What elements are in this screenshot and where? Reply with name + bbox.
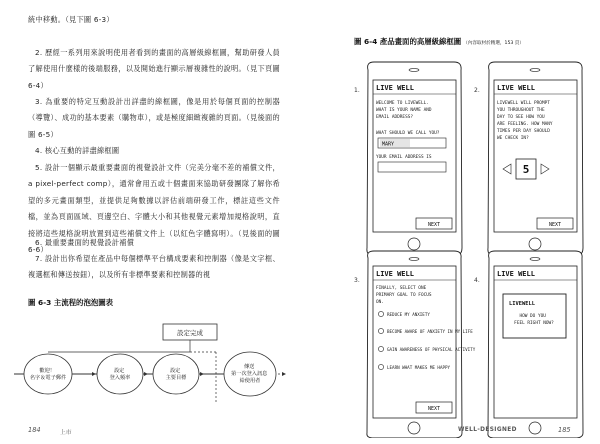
phone-copy-line: WHAT IS YOUR NAME AND: [376, 108, 432, 113]
bubble-node-line: 第一次登入訊息: [231, 371, 268, 377]
app-title: LIVE WELL: [497, 270, 535, 278]
paragraph: 6. 最重要畫面的視覺設計補償: [35, 238, 135, 247]
paragraph: 4. 核心互動的詳盡線框圖: [35, 146, 120, 155]
radio-option-label: REDUCE MY ANXIETY: [387, 312, 430, 317]
paragraph: 2. 歷經一系列用來說明使用者看到的畫面的高層級線框圖，幫助研發人員了解使用什麼樣的後端服務，以及開始進行顯示層複雜性的說明。（見下頁圖 6-4）: [28, 48, 280, 90]
radio-option[interactable]: [378, 311, 383, 316]
wireframe-phone-4: [474, 251, 583, 438]
radio-option-label: BECOME AWARE OF ANXIETY IN MY LIFE: [387, 329, 473, 334]
phone-copy-line: PRIMARY GOAL TO FOCUS: [376, 293, 432, 298]
email-label: YOUR EMAIL ADDRESS IS: [376, 155, 432, 160]
bubble-node: [153, 354, 199, 394]
bubble-node-line: 主要目標: [165, 375, 187, 381]
step-number: 4.: [474, 277, 480, 284]
bubble-node-line: 設定: [169, 368, 181, 374]
phone-copy-line: EMAIL ADDRESS?: [376, 115, 414, 120]
popup-title: LIVEWELL: [509, 301, 535, 307]
figure-caption: 圖 6-3 主流程的泡泡圖表: [28, 298, 114, 307]
bubble-node-line: 登入頻率: [109, 375, 131, 381]
right-page: [300, 0, 600, 444]
figure-caption: [354, 36, 524, 47]
radio-option-label: GAIN AWARENESS OF PHYSICAL ACTIVITY: [387, 347, 476, 352]
step-number: 2.: [474, 87, 480, 94]
paragraph: 3. 為重要的特定互動設計出詳盡的線框圖，像是用於每個頁面的控制器（導覽）、成功的基本要素（購物車），或是極度細緻複雜的頁面。（見後面的圖 6-5）: [28, 97, 280, 139]
app-title: LIVE WELL: [376, 270, 414, 278]
phone-copy-line: ARE FEELING. HOW MANY: [497, 122, 553, 127]
phone-copy-line: TIMES PER DAY SHOULD: [497, 129, 550, 134]
wireframe-phone-2: [474, 62, 583, 256]
radio-option[interactable]: [378, 346, 383, 351]
phone-copy-line: WHAT SHOULD WE CALL YOU?: [376, 131, 440, 136]
bubble-node-line: 歡迎！: [39, 368, 55, 374]
name-field-value: MARY: [382, 141, 395, 148]
figure-caption-title: 圖 6-4 產品畫面的高層級線框圖: [354, 37, 462, 46]
figure-caption-sub: （內容取材於精選，153 頁）: [463, 41, 524, 46]
bubble-node: [24, 354, 72, 394]
paragraph: 統中移動。（見下圖 6-3）: [28, 15, 114, 24]
bubble-node-line: 設定: [113, 368, 125, 374]
page-number: 185: [558, 426, 571, 434]
phone-copy-line: DAY TO SEE HOW YOU: [497, 115, 545, 120]
step-number: 3.: [354, 277, 360, 284]
running-head: WELL-DESIGNED: [458, 427, 517, 433]
page-number: 184: [28, 426, 41, 434]
wireframe-phone-1: [354, 62, 462, 256]
phone-copy-line: WE CHECK IN?: [497, 136, 529, 141]
frequency-value: 5: [522, 163, 530, 176]
app-title: LIVE WELL: [497, 84, 535, 92]
bubble-node-line: 名字＆電子郵件: [29, 375, 67, 381]
bubble-chart: [0, 314, 300, 414]
app-title: LIVE WELL: [376, 84, 414, 92]
next-button-label: NEXT: [548, 222, 562, 228]
popup-copy-line: FEEL RIGHT NOW?: [514, 321, 554, 326]
paragraph: 5. 設計一個顯示最重要畫面的視覺設計文件（完美分毫不差的補償文件，a pixel-perfect comp），通常會用五或十個畫面來協助研發團隊了解你希望的多元畫面類型，並提供足夠數據以評估前端研發工作，標註這些文件檔，並為頁面區域、頁邊空白、字體大小和其他視覺元素增加規格說明，直接將這些規格說明放置到這些補償文件上（以紅色字體寫明）。（見後面的圖 6-6）: [28, 163, 280, 255]
email-field[interactable]: [378, 162, 446, 172]
next-button-label: NEXT: [427, 222, 441, 228]
phone-copy-line: FINALLY, SELECT ONE: [376, 286, 427, 291]
popup-copy-line: HOW DO YOU: [519, 314, 546, 319]
next-button-label: NEXT: [427, 406, 441, 412]
radio-option[interactable]: [378, 328, 383, 333]
phone-copy-line: LIVEWELL WILL PROMPT: [497, 101, 550, 106]
phone-copy-line: WELCOME TO LIVEWELL.: [376, 101, 429, 106]
phone-copy-line: YOU THROUGHOUT THE: [497, 108, 545, 113]
top-node-label: 設定完成: [177, 329, 203, 337]
wireframe-figure: [300, 48, 600, 438]
wireframe-phone-3: [354, 251, 476, 438]
running-head: 上市: [60, 430, 72, 436]
bubble-node-line: 給使用者: [239, 378, 261, 384]
step-number: 1.: [354, 87, 360, 94]
paragraph: 7. 設計出你希望在產品中每個標準平台構成要素和控制器（像是文字框、複選框和傳送按鈕），以及所有非標準要素和控制器的視: [28, 254, 280, 280]
phone-copy-line: ON.: [376, 300, 384, 305]
bubble-node-line: 傳送: [243, 364, 255, 370]
radio-option[interactable]: [378, 364, 383, 369]
radio-option-label: LEARN WHAT MAKES ME HAPPY: [387, 365, 451, 370]
bubble-node: [97, 354, 143, 394]
